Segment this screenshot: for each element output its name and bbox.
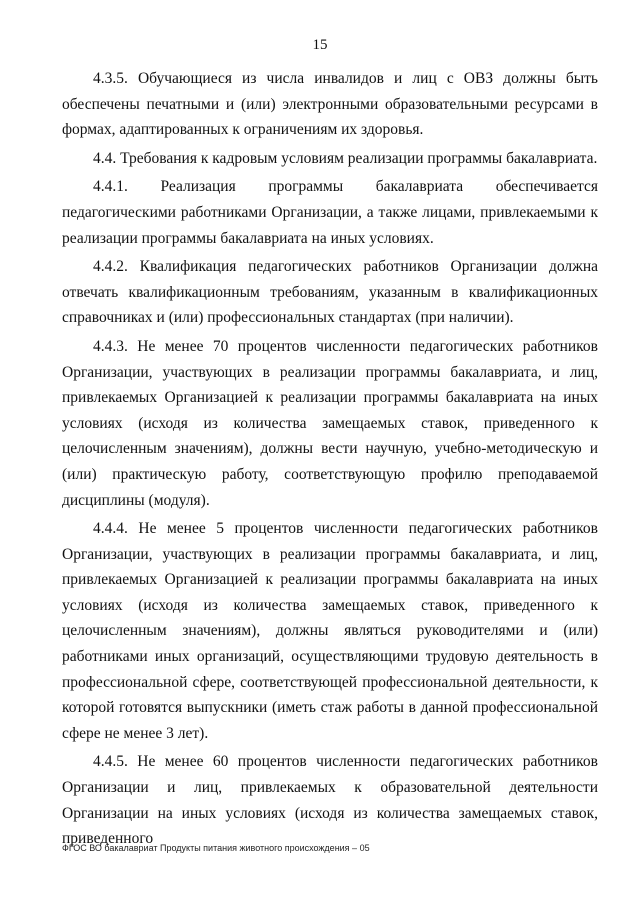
paragraph-4-4-1: 4.4.1. Реализация программы бакалавриата обеспечивается педагогическими работниками Организации, а также лицами, привлекаемыми к реализации программы бакалавриата на иных условиях.: [62, 178, 598, 247]
paragraph-4-4-2: 4.4.2. Квалификация педагогических работников Организации должна отвечать квалификационным требованиям, указанным в квалификационных справочниках и (или) профессиональных стандартах (при наличии).: [62, 258, 598, 327]
paragraph-4-4-3: 4.4.3. Не менее 70 процентов численности педагогических работников Организации, участвующих в реализации программы бакалавриата, и лиц, привлекаемых Организацией к реализации программы бакалавриата на иных условиях (исходя из количества замещаемых ставок, приведенного к целочисленным значениям), должны вести научную, учебно-методическую и (или) практическую работу, соответствующую профилю преподаваемой дисциплины (модуля).: [62, 337, 598, 509]
page-number: 15: [312, 37, 328, 53]
paragraph-4-4-5: 4.4.5. Не менее 60 процентов численности педагогических работников Организации и лиц, привлекаемых к образовательной деятельности Организации на иных условиях (исходя из количества замещаемых ставок, приведенного: [62, 753, 598, 848]
paragraph-4-4-4: 4.4.4. Не менее 5 процентов численности педагогических работников Организации, участвующих в реализации программы бакалавриата, и лиц, привлекаемых Организацией к реализации программы бакалавриата на иных условиях (исходя из количества замещаемых ставок, приведенного к целочисленным значениям), должны являться руководителями и (или) работниками иных организаций, осуществляющими трудовую деятельность в профессиональной сфере, соответствующей профессиональной деятельности, к которой готовятся выпускники (иметь стаж работы в данной профессиональной сфере не менее 3 лет).: [62, 520, 598, 742]
document-body: [62, 66, 598, 855]
document-footer: ФГОС ВО бакалавриат Продукты питания животного происхождения – 05: [62, 843, 370, 853]
paragraph-4-4: 4.4. Требования к кадровым условиям реализации программы бакалавриата.: [93, 149, 598, 167]
paragraph-4-3-5: 4.3.5. Обучающиеся из числа инвалидов и лиц с ОВЗ должны быть обеспечены печатными и (или) электронными образовательными ресурсами в формах, адаптированных к ограничениям их здоровья.: [62, 70, 598, 139]
